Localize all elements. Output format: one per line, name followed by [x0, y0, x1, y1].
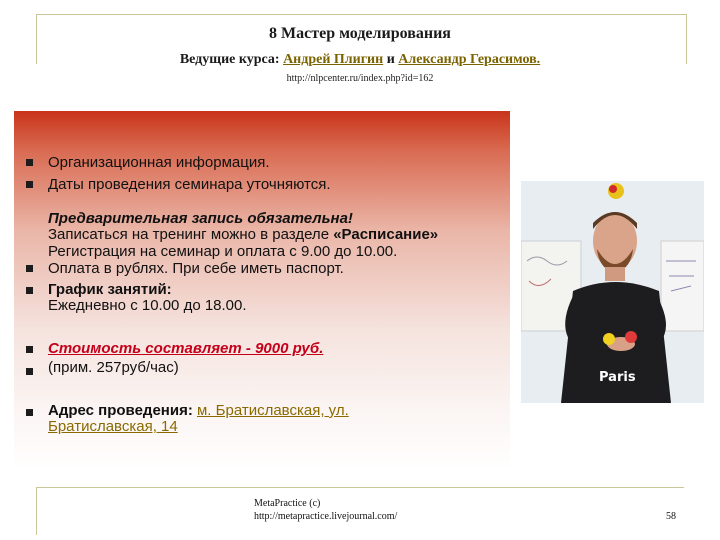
footer-url[interactable]: http://metapractice.livejournal.com/ [254, 511, 398, 522]
lead-and: и [383, 52, 399, 67]
lead-person-1-link[interactable]: Андрей Плигин [283, 52, 384, 67]
info-line: Организационная информация. [48, 154, 270, 171]
course-leads [0, 52, 720, 68]
registration-time: Регистрация на семинар и оплата с 9.00 до 10.00. [48, 243, 398, 260]
page-title: 8 Мастер моделирования [269, 25, 451, 42]
presenter-photo-svg [521, 181, 704, 403]
page-number: 58 [666, 511, 676, 522]
bullet-icon [26, 346, 33, 353]
schedule-link[interactable]: «Расписание» [333, 226, 439, 243]
dates-line: Даты проведения семинара уточняются. [48, 176, 331, 193]
lead-person-2-link[interactable]: Александр Герасимов. [398, 52, 541, 67]
schedule-hours: Ежедневно с 10.00 до 18.00. [48, 297, 247, 314]
bullet-icon [26, 159, 33, 166]
price-line: Стоимость составляет - 9000 руб. [48, 340, 324, 357]
bullet-icon [26, 368, 33, 375]
registration-required: Предварительная запись обязательна! [48, 210, 353, 227]
bullet-icon [26, 287, 33, 294]
course-url[interactable]: http://nlpcenter.ru/index.php?id=162 [286, 73, 434, 84]
header-rule-top [36, 14, 686, 15]
lead-prefix: Ведущие курса: [179, 52, 284, 67]
address-label: Адрес проведения: [48, 402, 197, 419]
price-note: (прим. 257руб/час) [48, 359, 179, 376]
footer-rule [36, 487, 684, 488]
footer-rule-left [36, 487, 37, 535]
footer-copyright: MetaPractice (c) [254, 498, 321, 509]
schedule-heading: График занятий: [48, 281, 172, 298]
bullet-icon [26, 181, 33, 188]
bullet-icon [26, 265, 33, 272]
address-link-cont[interactable]: Братиславская, 14 [48, 418, 178, 435]
payment-note: Оплата в рублях. При себе иметь паспорт. [48, 260, 344, 277]
signup-line [48, 227, 438, 243]
signup-text: Записаться на тренинг можно в разделе [48, 226, 334, 243]
address-link[interactable]: м. Братиславская, ул. [196, 402, 349, 419]
shirt-text: Paris [599, 370, 636, 385]
footer-credits [254, 497, 397, 523]
bullet-icon [26, 409, 33, 416]
address-line [48, 403, 349, 419]
presenter-photo [521, 181, 704, 403]
